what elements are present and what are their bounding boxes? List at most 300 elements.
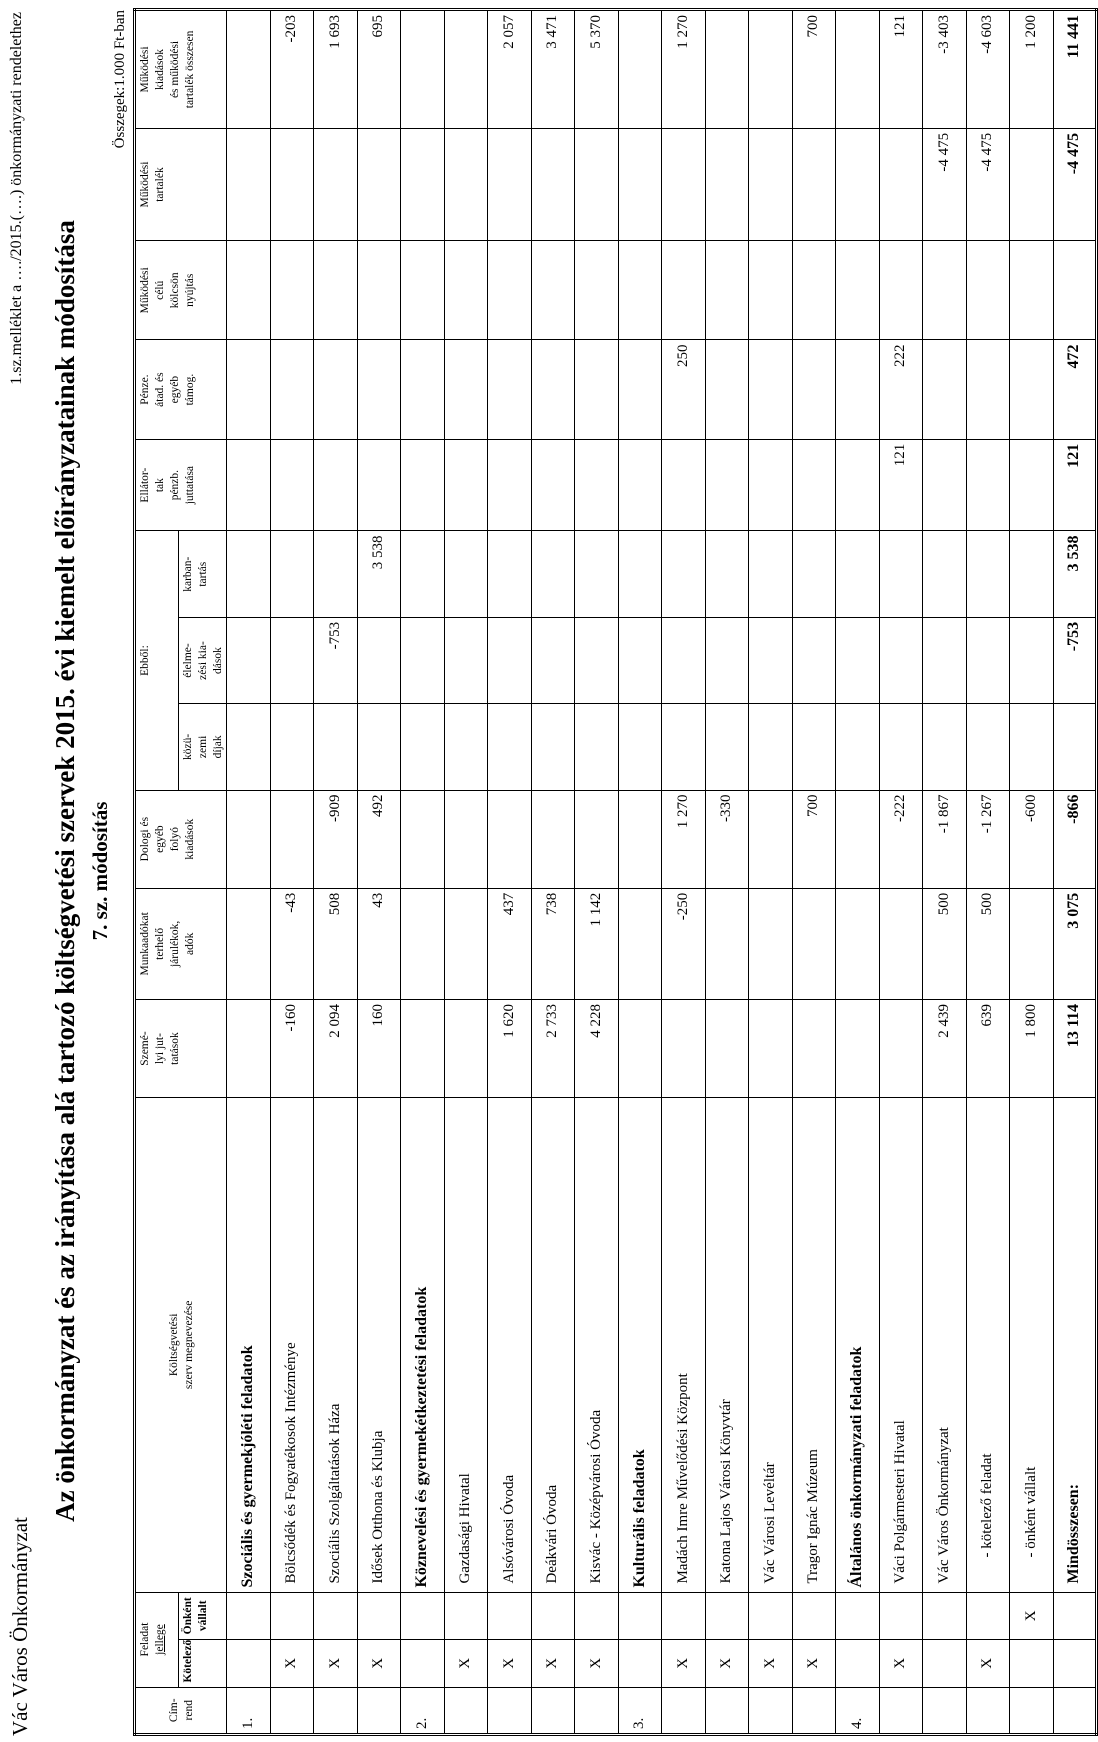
- kotelezo-mark: X: [488, 1640, 532, 1687]
- section-number: [1010, 1687, 1054, 1734]
- cell-tartalek: [662, 128, 706, 240]
- cell-szemelyi: [792, 999, 836, 1097]
- cell-karbantartas: [575, 531, 619, 617]
- cell-elelmezesi: [270, 617, 314, 703]
- cell-szemelyi: [618, 999, 662, 1097]
- cell-kolcson: [966, 241, 1010, 340]
- cell-szemelyi: [705, 999, 749, 1097]
- cell-elelmezesi: [488, 617, 532, 703]
- col-onkent: Önként vállalt: [179, 1592, 227, 1640]
- cell-ellatottak: [270, 439, 314, 531]
- cell-munkaadoi: -43: [270, 888, 314, 999]
- organization-name-cell: Madách Imre Művelődési Központ: [662, 1098, 706, 1592]
- table-row: [357, 10, 401, 1735]
- col-name: Költségvetési szerv megnevezése: [135, 1098, 227, 1592]
- cell-kolcson: [531, 241, 575, 340]
- cell-elelmezesi: [444, 617, 488, 703]
- cell-kolcson: [270, 241, 314, 340]
- cell-szemelyi: [879, 999, 923, 1097]
- onkent-mark: [966, 1592, 1010, 1640]
- cell-karbantartas: [662, 531, 706, 617]
- cell-kolcson: [401, 241, 445, 340]
- cell-munkaadoi: [705, 888, 749, 999]
- cell-dologi: [836, 790, 880, 888]
- onkent-mark: [270, 1592, 314, 1640]
- cell-kozuzemi: [314, 704, 358, 790]
- cell-elelmezesi: [923, 617, 967, 703]
- kotelezo-mark: [618, 1640, 662, 1687]
- cell-kozuzemi: [270, 704, 314, 790]
- cell-osszesen: 700: [792, 10, 836, 129]
- cell-munkaadoi: 437: [488, 888, 532, 999]
- cell-penzeszkoz: 250: [662, 340, 706, 439]
- cell-elelmezesi: [879, 617, 923, 703]
- cell-elelmezesi: [662, 617, 706, 703]
- cell-dologi: [749, 790, 793, 888]
- cell-munkaadoi: [1010, 888, 1054, 999]
- cell-osszesen: -3 403: [923, 10, 967, 129]
- cell-osszesen: 1 270: [662, 10, 706, 129]
- cell-dologi: [444, 790, 488, 888]
- section-number: [488, 1687, 532, 1734]
- onkent-mark: [618, 1592, 662, 1640]
- onkent-mark: [444, 1592, 488, 1640]
- section-number: [662, 1687, 706, 1734]
- organization-name-cell: Vác Város Önkormányzat: [923, 1098, 967, 1592]
- cell-szemelyi: [836, 999, 880, 1097]
- cell-tartalek: [879, 128, 923, 240]
- page-subtitle: 7. sz. módosítás: [88, 801, 112, 941]
- cell-kozuzemi: [357, 704, 401, 790]
- cell-munkaadoi: [792, 888, 836, 999]
- section-number: [966, 1687, 1010, 1734]
- cell-penzeszkoz: [792, 340, 836, 439]
- cell-kozuzemi: [1010, 704, 1054, 790]
- cell-tartalek: -4 475: [966, 128, 1010, 240]
- cell-kozuzemi: [575, 704, 619, 790]
- onkent-mark: [227, 1592, 271, 1640]
- cell-szemelyi: 1 620: [488, 999, 532, 1097]
- section-number: [705, 1687, 749, 1734]
- cell-kolcson: [705, 241, 749, 340]
- cell-kozuzemi: [749, 704, 793, 790]
- cell-osszesen: 121: [879, 10, 923, 129]
- table-row: [792, 10, 836, 1735]
- cell-dologi: -909: [314, 790, 358, 888]
- col-karbantartas: karban- tartás: [179, 531, 227, 617]
- cell-munkaadoi: 43: [357, 888, 401, 999]
- organization-name-cell: Idősek Otthona és Klubja: [357, 1098, 401, 1592]
- cell-ellatottak: [923, 439, 967, 531]
- cell-penzeszkoz: [401, 340, 445, 439]
- cell-kozuzemi: [1053, 704, 1097, 790]
- onkent-mark: [792, 1592, 836, 1640]
- col-feladat: Feladat jellege: [135, 1592, 179, 1687]
- cell-tartalek: [575, 128, 619, 240]
- cell-osszesen: [401, 10, 445, 129]
- cell-elelmezesi: -753: [314, 617, 358, 703]
- kotelezo-mark: X: [357, 1640, 401, 1687]
- cell-ellatottak: [314, 439, 358, 531]
- cell-kolcson: [314, 241, 358, 340]
- table-row: [966, 10, 1010, 1735]
- onkent-mark: [1053, 1592, 1097, 1640]
- cell-szemelyi: 2 094: [314, 999, 358, 1097]
- cell-penzeszkoz: [314, 340, 358, 439]
- cell-ellatottak: [488, 439, 532, 531]
- kotelezo-mark: X: [531, 1640, 575, 1687]
- kotelezo-mark: X: [705, 1640, 749, 1687]
- cell-ellatottak: [575, 439, 619, 531]
- cell-szemelyi: 13 114: [1053, 999, 1097, 1097]
- cell-munkaadoi: [836, 888, 880, 999]
- onkent-mark: [488, 1592, 532, 1640]
- onkent-mark: [357, 1592, 401, 1640]
- col-kotelezo: Kötelező: [179, 1640, 227, 1687]
- organization-name-cell: - önként vállalt: [1010, 1098, 1054, 1592]
- col-kozuzemi: közü- zemi díjak: [179, 704, 227, 790]
- organization-name-cell: - kötelező feladat: [966, 1098, 1010, 1592]
- cell-penzeszkoz: 222: [879, 340, 923, 439]
- section-number: [444, 1687, 488, 1734]
- table-row: [662, 10, 706, 1735]
- cell-penzeszkoz: [1010, 340, 1054, 439]
- cell-dologi: -600: [1010, 790, 1054, 888]
- cell-karbantartas: [749, 531, 793, 617]
- cell-munkaadoi: [227, 888, 271, 999]
- cell-tartalek: [444, 128, 488, 240]
- table-row: [444, 10, 488, 1735]
- organization-name-cell: Kisvác - Középvárosi Óvoda: [575, 1098, 619, 1592]
- col-cimrend: Cím- rend: [135, 1687, 227, 1734]
- cell-kolcson: [618, 241, 662, 340]
- cell-munkaadoi: 1 142: [575, 888, 619, 999]
- col-munkaadoi: Munkaadókat terhelő járulékok, adók: [135, 888, 227, 999]
- cell-penzeszkoz: [923, 340, 967, 439]
- organization-name-cell: Köznevelési és gyermekétkeztetési feladatok: [401, 1098, 445, 1592]
- cell-dologi: [270, 790, 314, 888]
- cell-kozuzemi: [966, 704, 1010, 790]
- table-row: [531, 10, 575, 1735]
- onkent-mark: [923, 1592, 967, 1640]
- cell-elelmezesi: [792, 617, 836, 703]
- section-number: [879, 1687, 923, 1734]
- table-row: [705, 10, 749, 1735]
- cell-munkaadoi: [401, 888, 445, 999]
- cell-ellatottak: [618, 439, 662, 531]
- cell-osszesen: 11 441: [1053, 10, 1097, 129]
- section-number: 2.: [401, 1687, 445, 1734]
- section-number: [531, 1687, 575, 1734]
- cell-karbantartas: [488, 531, 532, 617]
- cell-szemelyi: 160: [357, 999, 401, 1097]
- cell-penzeszkoz: [444, 340, 488, 439]
- onkent-mark: [879, 1592, 923, 1640]
- col-tartalek: Működési tartalék: [135, 128, 227, 240]
- cell-tartalek: [1010, 128, 1054, 240]
- cell-szemelyi: 2 733: [531, 999, 575, 1097]
- organization-name-cell: Kulturális feladatok: [618, 1098, 662, 1592]
- cell-szemelyi: [227, 999, 271, 1097]
- section-number: [314, 1687, 358, 1734]
- cell-osszesen: 5 370: [575, 10, 619, 129]
- cell-osszesen: -4 603: [966, 10, 1010, 129]
- cell-osszesen: [749, 10, 793, 129]
- organization-name: Vác Város Önkormányzat: [8, 1517, 32, 1736]
- cell-osszesen: 1 200: [1010, 10, 1054, 129]
- cell-osszesen: [444, 10, 488, 129]
- cell-elelmezesi: -753: [1053, 617, 1097, 703]
- cell-elelmezesi: [401, 617, 445, 703]
- cell-penzeszkoz: [488, 340, 532, 439]
- cell-kolcson: [575, 241, 619, 340]
- cell-penzeszkoz: [531, 340, 575, 439]
- kotelezo-mark: [401, 1640, 445, 1687]
- section-header-row: [836, 10, 880, 1735]
- cell-szemelyi: [401, 999, 445, 1097]
- cell-penzeszkoz: [227, 340, 271, 439]
- organization-name-cell: Mindösszesen:: [1053, 1098, 1097, 1592]
- table-header: [135, 10, 227, 1735]
- cell-ellatottak: [836, 439, 880, 531]
- cell-kolcson: [1010, 241, 1054, 340]
- unit-note: Összegek:1.000 Ft-ban: [112, 10, 128, 149]
- cell-osszesen: 2 057: [488, 10, 532, 129]
- cell-tartalek: [314, 128, 358, 240]
- table-row: [270, 10, 314, 1735]
- cell-tartalek: [531, 128, 575, 240]
- cell-ellatottak: [357, 439, 401, 531]
- cell-osszesen: [836, 10, 880, 129]
- cell-dologi: -330: [705, 790, 749, 888]
- cell-dologi: [618, 790, 662, 888]
- cell-kolcson: [749, 241, 793, 340]
- cell-tartalek: [357, 128, 401, 240]
- table-body: [227, 10, 1097, 1735]
- kotelezo-mark: [1010, 1640, 1054, 1687]
- section-number: [923, 1687, 967, 1734]
- kotelezo-mark: X: [662, 1640, 706, 1687]
- cell-penzeszkoz: [357, 340, 401, 439]
- cell-ellatottak: [749, 439, 793, 531]
- cell-kozuzemi: [879, 704, 923, 790]
- cell-kolcson: [879, 241, 923, 340]
- cell-kozuzemi: [792, 704, 836, 790]
- organization-name-cell: Váci Polgármesteri Hivatal: [879, 1098, 923, 1592]
- organization-name-cell: Gazdasági Hivatal: [444, 1098, 488, 1592]
- section-header-row: [618, 10, 662, 1735]
- cell-dologi: [531, 790, 575, 888]
- organization-name-cell: Szociális és gyermekjóléti feladatok: [227, 1098, 271, 1592]
- cell-munkaadoi: 500: [966, 888, 1010, 999]
- cell-penzeszkoz: [749, 340, 793, 439]
- cell-osszesen: 695: [357, 10, 401, 129]
- organization-name-cell: Deákvári Óvoda: [531, 1098, 575, 1592]
- cell-elelmezesi: [1010, 617, 1054, 703]
- annex-reference: 1.sz.melléklet a …./2015.(….) önkormányzati rendelethez: [8, 12, 25, 385]
- cell-elelmezesi: [705, 617, 749, 703]
- cell-karbantartas: [923, 531, 967, 617]
- cell-dologi: [227, 790, 271, 888]
- cell-szemelyi: [444, 999, 488, 1097]
- cell-penzeszkoz: [270, 340, 314, 439]
- cell-kozuzemi: [618, 704, 662, 790]
- cell-tartalek: [749, 128, 793, 240]
- cell-penzeszkoz: [618, 340, 662, 439]
- cell-munkaadoi: [879, 888, 923, 999]
- cell-osszesen: [705, 10, 749, 129]
- cell-penzeszkoz: [836, 340, 880, 439]
- cell-szemelyi: 1 800: [1010, 999, 1054, 1097]
- cell-ellatottak: 121: [879, 439, 923, 531]
- cell-karbantartas: [705, 531, 749, 617]
- cell-ellatottak: [966, 439, 1010, 531]
- onkent-mark: [836, 1592, 880, 1640]
- cell-elelmezesi: [618, 617, 662, 703]
- section-number: 3.: [618, 1687, 662, 1734]
- col-ellatottak: Ellátor- tak pénzb. juttatása: [135, 439, 227, 531]
- cell-kolcson: [444, 241, 488, 340]
- cell-munkaadoi: -250: [662, 888, 706, 999]
- cell-osszesen: [227, 10, 271, 129]
- cell-kolcson: [792, 241, 836, 340]
- cell-tartalek: [270, 128, 314, 240]
- cell-kozuzemi: [531, 704, 575, 790]
- cell-tartalek: [792, 128, 836, 240]
- cell-karbantartas: [227, 531, 271, 617]
- organization-name-cell: Vác Városi Levéltár: [749, 1098, 793, 1592]
- cell-karbantartas: 3 538: [1053, 531, 1097, 617]
- cell-munkaadoi: [749, 888, 793, 999]
- cell-dologi: -866: [1053, 790, 1097, 888]
- cell-kolcson: [836, 241, 880, 340]
- cell-ellatottak: [792, 439, 836, 531]
- cell-karbantartas: [879, 531, 923, 617]
- cell-karbantartas: [966, 531, 1010, 617]
- kotelezo-mark: [836, 1640, 880, 1687]
- cell-dologi: 1 270: [662, 790, 706, 888]
- cell-tartalek: [227, 128, 271, 240]
- cell-kolcson: [488, 241, 532, 340]
- cell-karbantartas: [531, 531, 575, 617]
- cell-ellatottak: 121: [1053, 439, 1097, 531]
- col-szemelyi: Szemé- lyi jut- tatások: [135, 999, 227, 1097]
- cell-tartalek: -4 475: [923, 128, 967, 240]
- col-kolcson: Működési célú kölcsön nyújtás: [135, 241, 227, 340]
- table-row: [488, 10, 532, 1735]
- organization-name-cell: Tragor Ignác Múzeum: [792, 1098, 836, 1592]
- cell-karbantartas: [1010, 531, 1054, 617]
- table-row: [879, 10, 923, 1735]
- kotelezo-mark: [1053, 1640, 1097, 1687]
- cell-ellatottak: [444, 439, 488, 531]
- cell-ellatottak: [531, 439, 575, 531]
- onkent-mark: X: [1010, 1592, 1054, 1640]
- page-title: Az önkormányzat és az irányítása alá tartozó költségvetési szervek 2015. évi kiemelt előirányzatainak módosítása: [50, 220, 80, 1522]
- cell-penzeszkoz: 472: [1053, 340, 1097, 439]
- section-number: 1.: [227, 1687, 271, 1734]
- cell-dologi: -222: [879, 790, 923, 888]
- cell-dologi: -1 867: [923, 790, 967, 888]
- cell-elelmezesi: [357, 617, 401, 703]
- kotelezo-mark: [227, 1640, 271, 1687]
- cell-munkaadoi: 738: [531, 888, 575, 999]
- cell-kozuzemi: [836, 704, 880, 790]
- section-number: [1053, 1687, 1097, 1734]
- table-row: [749, 10, 793, 1735]
- cell-karbantartas: 3 538: [357, 531, 401, 617]
- cell-dologi: -1 267: [966, 790, 1010, 888]
- table-row: [575, 10, 619, 1735]
- cell-munkaadoi: [444, 888, 488, 999]
- cell-kolcson: [662, 241, 706, 340]
- cell-elelmezesi: [836, 617, 880, 703]
- section-number: [575, 1687, 619, 1734]
- cell-karbantartas: [314, 531, 358, 617]
- cell-karbantartas: [401, 531, 445, 617]
- organization-name-cell: Általános önkormányzati feladatok: [836, 1098, 880, 1592]
- cell-szemelyi: 639: [966, 999, 1010, 1097]
- total-row: [1053, 10, 1097, 1735]
- cell-karbantartas: [836, 531, 880, 617]
- section-number: [792, 1687, 836, 1734]
- cell-kolcson: [923, 241, 967, 340]
- cell-ellatottak: [227, 439, 271, 531]
- cell-szemelyi: 4 228: [575, 999, 619, 1097]
- cell-penzeszkoz: [575, 340, 619, 439]
- table-row: [1010, 10, 1054, 1735]
- cell-kozuzemi: [227, 704, 271, 790]
- cell-szemelyi: [749, 999, 793, 1097]
- cell-tartalek: [488, 128, 532, 240]
- cell-kozuzemi: [923, 704, 967, 790]
- cell-kozuzemi: [444, 704, 488, 790]
- cell-osszesen: -203: [270, 10, 314, 129]
- kotelezo-mark: X: [270, 1640, 314, 1687]
- budget-table: [133, 8, 1098, 1736]
- col-dologi: Dologi és egyéb folyó kiadások: [135, 790, 227, 888]
- cell-kozuzemi: [488, 704, 532, 790]
- cell-kozuzemi: [401, 704, 445, 790]
- kotelezo-mark: X: [575, 1640, 619, 1687]
- cell-tartalek: -4 475: [1053, 128, 1097, 240]
- kotelezo-mark: X: [749, 1640, 793, 1687]
- organization-name-cell: Bölcsődék és Fogyatékosok Intézménye: [270, 1098, 314, 1592]
- kotelezo-mark: X: [966, 1640, 1010, 1687]
- cell-penzeszkoz: [705, 340, 749, 439]
- cell-dologi: [575, 790, 619, 888]
- section-header-row: [227, 10, 271, 1735]
- cell-dologi: 700: [792, 790, 836, 888]
- kotelezo-mark: X: [879, 1640, 923, 1687]
- cell-ellatottak: [1010, 439, 1054, 531]
- cell-karbantartas: [792, 531, 836, 617]
- cell-elelmezesi: [966, 617, 1010, 703]
- onkent-mark: [314, 1592, 358, 1640]
- cell-karbantartas: [618, 531, 662, 617]
- section-number: [357, 1687, 401, 1734]
- kotelezo-mark: X: [792, 1640, 836, 1687]
- onkent-mark: [749, 1592, 793, 1640]
- cell-munkaadoi: 3 075: [1053, 888, 1097, 999]
- cell-tartalek: [705, 128, 749, 240]
- onkent-mark: [662, 1592, 706, 1640]
- table-row: [923, 10, 967, 1735]
- cell-kolcson: [357, 241, 401, 340]
- section-number: [270, 1687, 314, 1734]
- organization-name-cell: Katona Lajos Városi Könyvtár: [705, 1098, 749, 1592]
- col-penzeszkoz: Pénze. átad. és egyéb támog.: [135, 340, 227, 439]
